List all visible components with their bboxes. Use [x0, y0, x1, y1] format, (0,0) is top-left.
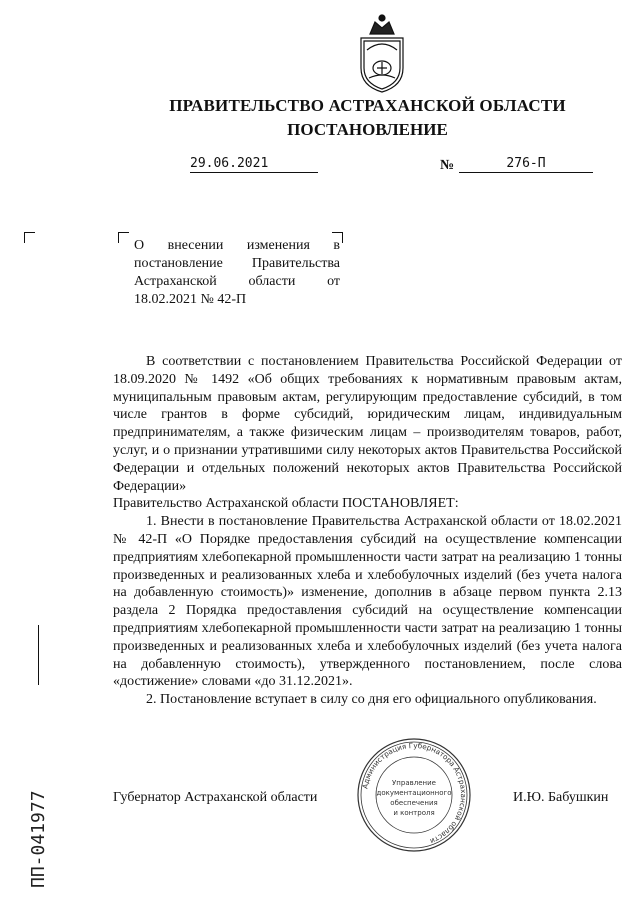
coat-of-arms-icon: [355, 8, 409, 94]
corner-mark-left: [24, 232, 35, 243]
side-serial-code: [22, 700, 52, 890]
paragraph-item-2: 2. Постановление вступает в силу со дня его официального опубликования.: [146, 692, 597, 708]
signatory-name: И.Ю. Бабушкин: [513, 790, 609, 805]
official-stamp: [356, 737, 472, 853]
org-heading: ПРАВИТЕЛЬСТВО АСТРАХАНСКОЙ ОБЛАСТИ: [169, 96, 566, 115]
document-date: 29.06.2021: [190, 156, 318, 173]
corner-mark-title-left: [118, 232, 129, 243]
stamp-line-2: документационного: [376, 789, 452, 797]
stamp-line-3: обеспечения: [390, 799, 438, 807]
paragraph-item-1: 1. Внести в постановление Правительства Астраханской области от 18.02.2021 № 42-П «О Порядке предоставления субсидий на осуществление компенсации предприятиям хлебопекарной промышленности части затрат на реализацию 1 тонны произведенных и реализованных хлеба и хлебобулочных изделий (без учета налога на добавленную стоимость)» изменение, дополнив в абзаце первом пункта 2.13 раздела 2 Порядка предоставления субсидий на осуществление компенсации предприятиям хлебопекарной промышленности части затрат на реализацию 1 тонны произведенных и реализованных хлеба и хлебобулочных изделий (без учета налога на добавленную стоимость), утвержденного постановлением, после слова «достижение» словами «до 31.12.2021».: [113, 514, 622, 690]
paragraph-resolves: Правительство Астраханской области ПОСТАНОВЛЯЕТ:: [113, 496, 459, 512]
paragraph-preamble: В соответствии с постановлением Правительства Российской Федерации от 18.09.2020 № 1492 «Об общих требованиях к нормативным правовым актам, муниципальным правовым актам, регулирующим предоставление субсидий, в том числе грантов в форме субсидий, юридическим лицам, индивидуальным предпринимателям, а также физическим лицам – производителям товаров, работ, услуг, и о признании утратившими силу некоторых актов Правительства Российской Федерации и отдельных положений некоторых актов Правительства Российской Федерации»: [113, 354, 622, 494]
stamp-line-1: Управление: [392, 779, 436, 787]
stamp-ring-text: Администрация Губернатора Астраханской области: [360, 740, 469, 846]
side-serial-text: ПП-041977: [28, 790, 49, 888]
doc-type-heading: ПОСТАНОВЛЕНИЕ: [287, 120, 448, 139]
margin-line: [38, 625, 39, 685]
document-title: О внесении изменения в постановление Правительства Астраханской области от 18.02.2021 № 42-П: [134, 238, 340, 307]
number-label: №: [440, 158, 455, 173]
signatory-position: Губернатор Астраханской области: [113, 790, 318, 805]
document-body: [113, 353, 622, 709]
document-number: 276-П: [459, 156, 593, 173]
stamp-line-4: и контроля: [393, 809, 435, 817]
